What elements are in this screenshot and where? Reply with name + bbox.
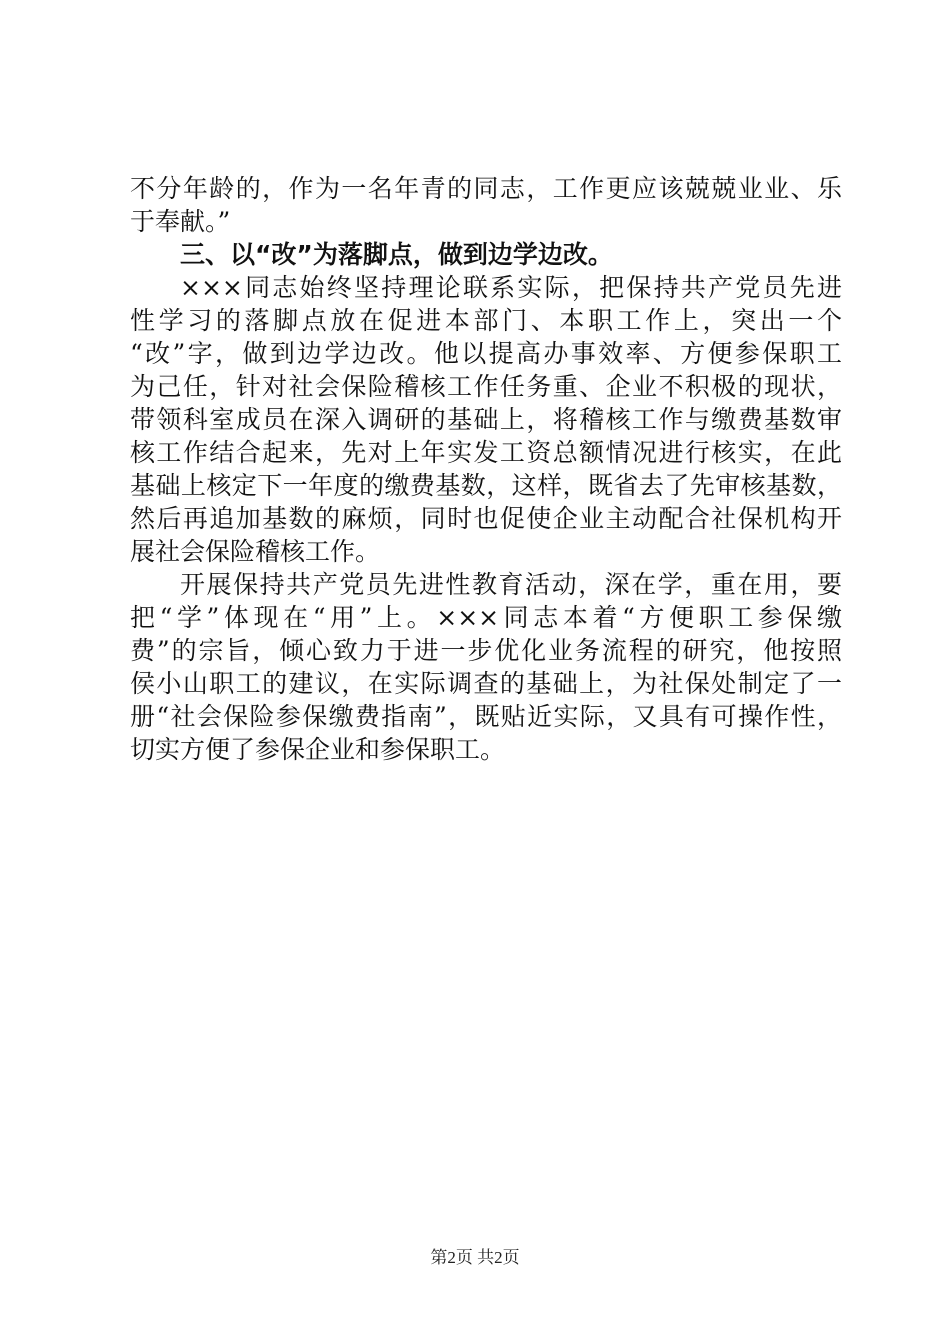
text-line: 核工作结合起来，先对上年实发工资总额情况进行核实，在此 — [130, 438, 842, 467]
text-line: 切实方便了参保企业和参保职工。 — [130, 735, 506, 764]
text-line: 带领科室成员在深入调研的基础上，将稽核工作与缴费基数审 — [130, 405, 842, 434]
text-line: 为己任，针对社会保险稽核工作任务重、企业不积极的现状， — [130, 372, 842, 401]
text-line: 于奉献。” — [130, 207, 231, 236]
text-line: 开展保持共产党员先进性教育活动，深在学，重在用，要 — [180, 570, 842, 599]
text-line: 性学习的落脚点放在促进本部门、本职工作上，突出一个 — [130, 306, 842, 335]
text-line: “改”字，做到边学边改。他以提高办事效率、方便参保职工 — [130, 339, 842, 368]
text-line: ×××同志始终坚持理论联系实际，把保持共产党员先进 — [180, 273, 842, 302]
document-body — [130, 172, 842, 766]
page-footer: 第2页 共2页 — [430, 1248, 520, 1267]
text-line: 册“社会保险参保缴费指南”，既贴近实际，又具有可操作性， — [130, 702, 842, 731]
text-line: 不分年龄的，作为一名年青的同志，工作更应该兢兢业业、乐 — [130, 174, 842, 203]
text-line: 基础上核定下一年度的缴费基数，这样，既省去了先审核基数， — [130, 471, 842, 500]
text-line: 把“学”体现在“用”上。×××同志本着“方便职工参保缴 — [130, 603, 842, 632]
text-line: 然后再追加基数的麻烦，同时也促使企业主动配合社保机构开 — [130, 504, 842, 533]
text-line: 费”的宗旨，倾心致力于进一步优化业务流程的研究，他按照 — [130, 636, 842, 665]
text-line: 侯小山职工的建议，在实际调查的基础上，为社保处制定了一 — [130, 669, 842, 698]
text-line: 展社会保险稽核工作。 — [130, 537, 381, 566]
section-heading: 三、以“改”为落脚点，做到边学边改。 — [180, 240, 613, 269]
